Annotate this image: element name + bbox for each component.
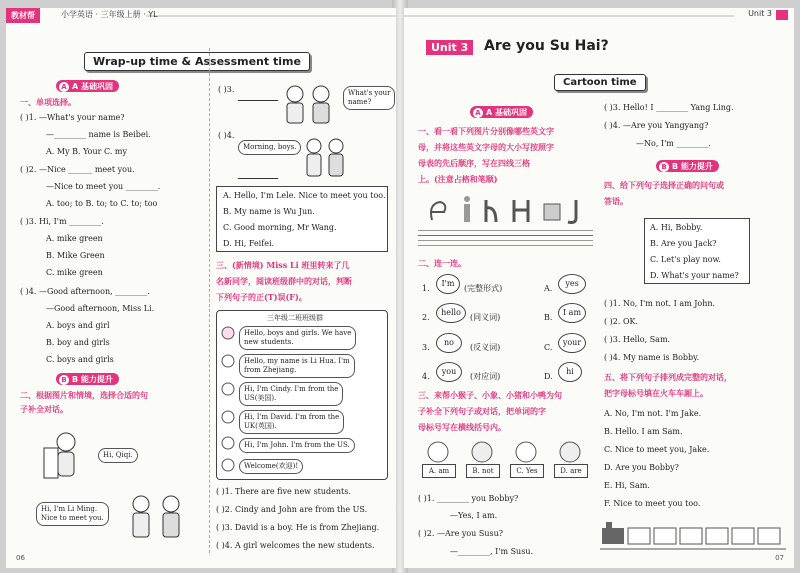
section-heading-r4a: 四、给下列句子选择正确的问句或 — [604, 180, 724, 190]
reply-4: ( )4. My name is Bobby. — [604, 353, 700, 362]
brand-tag: 教材帮 — [6, 8, 40, 23]
question-1-options: A. My B. Your C. my — [46, 147, 128, 156]
badge-basic: A A 基础巩固 — [56, 80, 119, 92]
option-a: A. Hello, I'm Lele. Nice to meet you too. — [223, 191, 386, 200]
left-header — [6, 8, 396, 24]
fill-1: ( )1. ________ you Bobby? — [418, 494, 519, 503]
question-3-b: B. Mike Green — [46, 251, 105, 260]
answer-line-4[interactable] — [238, 178, 278, 179]
answer-option-b: B. Are you Jack? — [650, 239, 717, 248]
option-d: D. Hi, Feifei. — [223, 239, 275, 248]
unit-tag: Unit 3 — [426, 40, 473, 55]
chat-message-2: Hello, my name is Li Hua. I'm from Zhejiang. — [239, 354, 355, 378]
match-left-3[interactable]: no — [436, 333, 462, 353]
speech-bubble-qiqi: Hi, Qiqi. — [98, 448, 138, 463]
reply-3: ( )3. Hello, Sam. — [604, 335, 671, 344]
unit-header: Unit 3 — [748, 9, 772, 18]
option-b: B. My name is Wu Jun. — [223, 207, 315, 216]
match-3-number: 3. — [422, 343, 430, 352]
match-4-note: (对应词) — [470, 372, 501, 381]
match-1-number: 1. — [422, 284, 430, 293]
picture-greeting-1 — [36, 428, 156, 490]
question-2b: —Nice to meet you ________. — [46, 182, 161, 191]
fill-2b: —________, I'm Susu. — [450, 547, 534, 556]
question-4-c: C. boys and girls — [46, 355, 114, 364]
animal-word-card: D. are — [554, 464, 588, 478]
question-3: ( )3. Hi, I'm ________. — [20, 217, 104, 226]
fill-4b: —No, I'm ________. — [636, 139, 711, 148]
cartoon-time-title: Cartoon time — [554, 74, 646, 91]
animal-word-card: C. Yes — [510, 464, 544, 478]
question-3-a: A. mike green — [46, 234, 103, 243]
statement-1: ( )1. There are five new students. — [216, 487, 351, 496]
fill-3: ( )3. Hello! I ________ Yang Ling. — [604, 103, 734, 112]
chat-message-1: Hello, boys and girls. We have new students. — [239, 326, 356, 350]
home-icon — [776, 10, 788, 20]
question-2-options: A. too; to B. to; to C. to; too — [46, 199, 158, 208]
answer-line-3[interactable] — [238, 100, 278, 101]
question-1: ( )1. —What's your name? — [20, 113, 125, 122]
badge-advanced: B B 能力提升 — [56, 373, 119, 385]
match-left-1[interactable]: I'm — [436, 274, 460, 294]
letter-pictures — [426, 194, 586, 228]
match-c-letter: C. — [544, 343, 553, 352]
picture-dialog-4 — [238, 136, 378, 182]
section-heading-r3b: 子补全下列句子或对话，把单词的字 — [418, 406, 546, 416]
section-heading-r2: 二、连一连。 — [418, 258, 466, 268]
book-header: 小学英语 · 三年级上册 · YL — [61, 10, 158, 19]
train-answer-cars[interactable] — [600, 520, 786, 552]
match-3-note: (反义词) — [470, 343, 501, 352]
animal-word-cards — [418, 438, 598, 482]
unit-title: Are you Su Hai? — [484, 38, 609, 54]
picture-greeting-2 — [36, 492, 196, 542]
section-heading-r3a: 三、来帮小猴子、小象、小猪和小鸭为句 — [418, 390, 562, 400]
fill-1b: —Yes, I am. — [450, 511, 498, 520]
question-4: ( )4. —Good afternoon, ________. — [20, 287, 150, 296]
answer-option-a: A. Hi, Bobby. — [650, 223, 703, 232]
page-number-right: 07 — [775, 554, 784, 562]
animal-word-card: A. am — [422, 464, 456, 478]
chat-message-6: Welcome(欢迎)! — [239, 459, 303, 474]
answer-options-box — [644, 218, 750, 284]
speech-bubble-name: What's your name? — [343, 86, 395, 110]
match-left-2[interactable]: hello — [436, 303, 466, 323]
sentence-c: C. Nice to meet you, Jake. — [604, 445, 710, 454]
match-4-number: 4. — [422, 372, 430, 381]
question-2: ( )2. —Nice ______ meet you. — [20, 165, 135, 174]
statement-2: ( )2. Cindy and John are from the US. — [216, 505, 368, 514]
section-heading-3c: 下列句子的正(T)误(F)。 — [216, 292, 307, 302]
page-number-left: 06 — [16, 554, 25, 562]
chat-message-4: Hi, I'm David. I'm from the UK(英国). — [239, 410, 344, 434]
section-heading-r1d: 上。(注意占格和笔顺) — [418, 174, 498, 184]
options-box — [216, 186, 388, 252]
left-page — [6, 8, 396, 568]
four-line-grid[interactable] — [418, 230, 593, 250]
dialog-3-number: ( )3. — [218, 85, 235, 94]
section-heading-2b: 子补全对话。 — [20, 404, 68, 414]
section-heading-r1c: 母表的先后顺序，写在四线三格 — [418, 158, 530, 168]
speech-bubble-morning: Morning, boys. — [238, 140, 301, 155]
section-heading-2a: 二、根据图片和情境，选择合适的句 — [20, 390, 148, 400]
question-1b: —________ name is Beibei. — [46, 130, 151, 139]
match-b-letter: B. — [544, 313, 553, 322]
section-title: Wrap-up time & Assessment time — [84, 52, 310, 71]
chat-message-5: Hi, I'm John. I'm from the US. — [239, 438, 355, 453]
reply-2: ( )2. OK. — [604, 317, 639, 326]
sentence-a: A. No, I'm not. I'm Jake. — [604, 409, 702, 418]
fill-4: ( )4. —Are you Yangyang? — [604, 121, 709, 130]
match-right-d[interactable]: hi — [558, 362, 582, 382]
match-right-a[interactable]: yes — [558, 274, 586, 294]
section-heading-r5b: 把字母标号填在火车车厢上。 — [604, 388, 708, 398]
match-left-4[interactable]: you — [436, 362, 462, 382]
question-4-a: A. boys and girl — [46, 321, 110, 330]
section-heading-3b: 名新同学，阅读班级群中的对话，判断 — [216, 276, 352, 286]
badge-basic-right: A A 基础巩固 — [470, 106, 533, 118]
match-1-note: (完整形式) — [464, 284, 503, 293]
section-heading-r5a: 五、将下列句子排列成完整的对话， — [604, 372, 732, 382]
section-heading-1: 一、单项选择。 — [20, 97, 76, 107]
answer-option-d: D. What's your name? — [650, 271, 739, 280]
match-2-note: (同义词) — [470, 313, 501, 322]
animal-word-card: B. not — [466, 464, 500, 478]
chat-title: 三年级二班班级群 — [267, 314, 323, 322]
sentence-f: F. Nice to meet you too. — [604, 499, 701, 508]
badge-advanced-right: B B 能力提升 — [656, 160, 719, 172]
column-divider — [209, 48, 210, 553]
match-right-b[interactable]: I am — [558, 303, 586, 323]
sentence-d: D. Are you Bobby? — [604, 463, 679, 472]
question-3-c: C. mike green — [46, 268, 103, 277]
sentence-b: B. Hello. I am Sam. — [604, 427, 683, 436]
match-d-letter: D. — [544, 372, 553, 381]
class-chat-box — [216, 310, 388, 480]
option-c: C. Good morning, Mr Wang. — [223, 223, 337, 232]
section-heading-r1a: 一、看一看下列图片分别像哪些英文字 — [418, 126, 554, 136]
statement-3: ( )3. David is a boy. He is from Zhejiang. — [216, 523, 380, 532]
right-page — [404, 8, 794, 568]
question-4b: —Good afternoon, Miss Li. — [46, 304, 155, 313]
chat-message-3: Hi, I'm Cindy. I'm from the US(美国). — [239, 382, 343, 406]
right-header — [404, 8, 794, 24]
sentence-e: E. Hi, Sam. — [604, 481, 650, 490]
match-2-number: 2. — [422, 313, 430, 322]
fill-2: ( )2. —Are you Susu? — [418, 529, 504, 538]
picture-dialog-3 — [281, 82, 391, 126]
dialog-4-number: ( )4. — [218, 131, 235, 140]
chat-avatars — [220, 325, 236, 485]
speech-bubble-liming: Hi, I'm Li Ming. Nice to meet you. — [36, 502, 109, 526]
reply-1: ( )1. No, I'm not. I am John. — [604, 299, 716, 308]
answer-option-c: C. Let's play now. — [650, 255, 721, 264]
question-4-b: B. boy and girls — [46, 338, 110, 347]
match-a-letter: A. — [544, 284, 553, 293]
section-heading-r1b: 母，并将这些英文字母的大小写按照字 — [418, 142, 554, 152]
section-heading-3a: 三、(新情境) Miss Li 班里转来了几 — [216, 260, 350, 270]
statement-4: ( )4. A girl welcomes the new students. — [216, 541, 375, 550]
section-heading-r3c: 母标号写在横线括号内。 — [418, 422, 506, 432]
section-heading-r4b: 答语。 — [604, 196, 628, 206]
match-right-c[interactable]: your — [558, 333, 586, 353]
